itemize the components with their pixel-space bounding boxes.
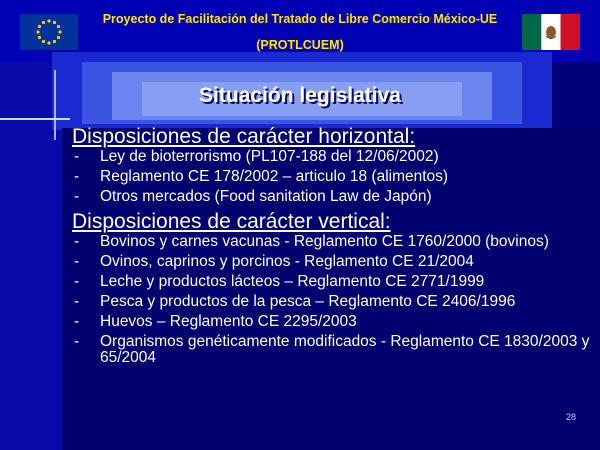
- list-item: [72, 314, 592, 330]
- list-item-text: Bovinos y carnes vacunas - Reglamento CE 1760/2000 (bovinos): [100, 233, 549, 250]
- list-item-text: Organismos genéticamente modificados - Reglamento CE 1830/2003 y 65/2004: [100, 333, 590, 366]
- list-item: [72, 254, 592, 270]
- list-item: [72, 274, 592, 290]
- bullet-dash: -: [74, 313, 80, 330]
- eu-star-icon: [38, 25, 41, 28]
- list-item: [72, 234, 592, 250]
- list-item-text: Otros mercados (Food sanitation Law de Japón): [100, 188, 432, 205]
- bullet-dash: -: [74, 188, 80, 205]
- eu-star-icon: [47, 41, 50, 44]
- eu-star-icon: [57, 36, 60, 39]
- light-streak: [0, 118, 70, 120]
- list-item: [72, 334, 592, 366]
- eu-star-icon: [42, 40, 45, 43]
- bullet-dash: -: [74, 253, 80, 270]
- slide-title: Situación legislativa: [199, 84, 401, 107]
- list-item-text: Pesca y productos de la pesca – Reglamento CE 2406/1996: [100, 293, 516, 310]
- section-vertical: [72, 209, 592, 366]
- list-item-text: Ovinos, caprinos y porcinos - Reglamento CE 21/2004: [100, 253, 474, 270]
- project-acronym: (PROTLCUEM): [256, 38, 344, 52]
- bullet-dash: -: [74, 233, 80, 250]
- bullet-dash: -: [74, 168, 80, 185]
- bullet-dash: -: [74, 273, 80, 290]
- list-item: [72, 149, 592, 165]
- bullet-dash: -: [74, 293, 80, 310]
- bullet-dash: -: [74, 333, 80, 350]
- eu-star-icon: [58, 30, 61, 33]
- section-heading: Disposiciones de carácter horizontal:: [72, 125, 416, 148]
- eu-star-icon: [42, 21, 45, 24]
- list-item-text: Ley de bioterrorismo (PL107-188 del 12/06/2002): [100, 148, 439, 165]
- eu-star-icon: [38, 36, 41, 39]
- section-horizontal: [72, 124, 592, 205]
- eu-star-icon: [53, 40, 56, 43]
- project-title: Proyecto de Facilitación del Tratado de Libre Comercio México-UE: [102, 12, 498, 26]
- list-item-text: Reglamento CE 178/2002 – articulo 18 (alimentos): [100, 168, 449, 185]
- eu-star-icon: [57, 25, 60, 28]
- eu-star-icon: [53, 21, 56, 24]
- eu-flag-icon: [20, 14, 78, 50]
- list-item: [72, 169, 592, 185]
- list-item: [72, 189, 592, 205]
- mexico-flag-icon: [522, 14, 580, 50]
- bullet-dash: -: [74, 148, 80, 165]
- eu-star-icon: [47, 19, 50, 22]
- light-streak: [54, 70, 56, 140]
- eu-star-icon: [36, 30, 39, 33]
- page-number: 28: [565, 412, 576, 422]
- list-item: [72, 294, 592, 310]
- list-item-text: Leche y productos lácteos – Reglamento CE 2771/1999: [100, 273, 485, 290]
- list-item-text: Huevos – Reglamento CE 2295/2003: [100, 313, 357, 330]
- slide-content: [72, 124, 592, 370]
- section-heading: Disposiciones de carácter vertical:: [72, 210, 391, 233]
